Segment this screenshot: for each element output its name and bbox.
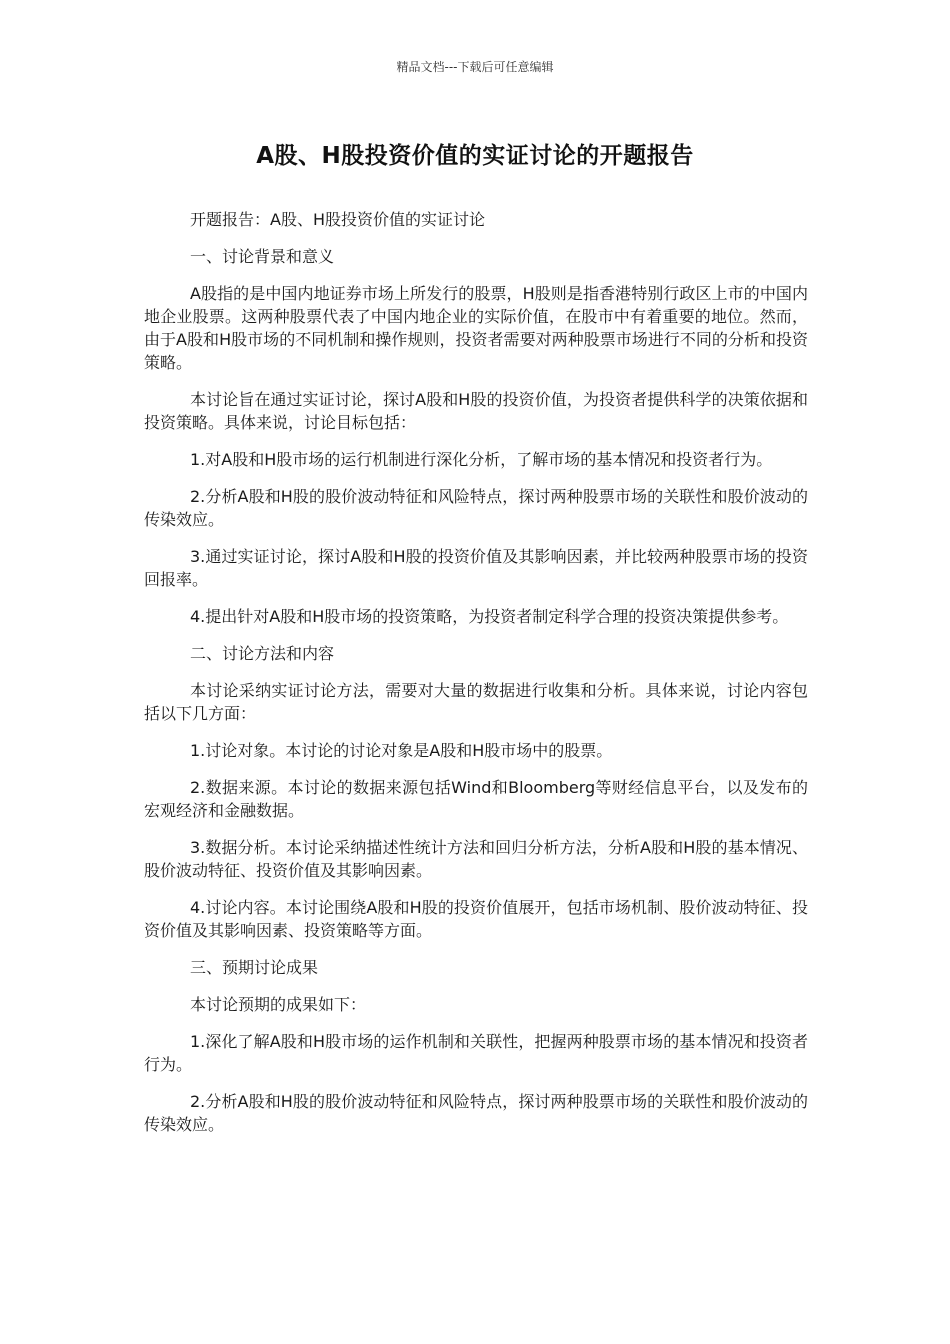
page-header: 精品文档---下载后可任意编辑 <box>396 60 554 74</box>
section-heading-2: 二、讨论方法和内容 <box>190 644 335 663</box>
paragraph: 本讨论采纳实证讨论方法，需要对大量的数据进行收集和分析。具体来说，讨论内容包括以下几方面： <box>144 681 808 723</box>
section-heading-1: 一、讨论背景和意义 <box>190 247 335 266</box>
paragraph-intro: 开题报告：A股、H股投资价值的实证讨论 <box>190 210 485 229</box>
list-item: 3.通过实证讨论，探讨A股和H股的投资价值及其影响因素，并比较两种股票市场的投资回报率。 <box>144 547 808 589</box>
list-item: 1.对A股和H股市场的运行机制进行深化分析，了解市场的基本情况和投资者行为。 <box>190 450 773 469</box>
list-item: 2.分析A股和H股的股价波动特征和风险特点，探讨两种股票市场的关联性和股价波动的传染效应。 <box>144 487 808 529</box>
list-item: 4.提出针对A股和H股市场的投资策略，为投资者制定科学合理的投资决策提供参考。 <box>190 607 789 626</box>
document-title: A股、H股投资价值的实证讨论的开题报告 <box>256 143 694 169</box>
paragraph: 本讨论旨在通过实证讨论，探讨A股和H股的投资价值，为投资者提供科学的决策依据和投资策略。具体来说，讨论目标包括： <box>144 390 808 432</box>
list-item: 1.深化了解A股和H股市场的运作机制和关联性，把握两种股票市场的基本情况和投资者行为。 <box>144 1032 808 1074</box>
list-item: 3.数据分析。本讨论采纳描述性统计方法和回归分析方法，分析A股和H股的基本情况、股价波动特征、投资价值及其影响因素。 <box>144 838 808 880</box>
list-item: 2.分析A股和H股的股价波动特征和风险特点，探讨两种股票市场的关联性和股价波动的传染效应。 <box>144 1092 808 1134</box>
list-item: 2.数据来源。本讨论的数据来源包括Wind和Bloomberg等财经信息平台，以及发布的宏观经济和金融数据。 <box>144 778 808 820</box>
paragraph: A股指的是中国内地证券市场上所发行的股票，H股则是指香港特别行政区上市的中国内地企业股票。这两种股票代表了中国内地企业的实际价值，在股市中有着重要的地位。然而，由于A股和H股市场的不同机制和操作规则，投资者需要对两种股票市场进行不同的分析和投资策略。 <box>144 284 808 372</box>
list-item: 1.讨论对象。本讨论的讨论对象是A股和H股市场中的股票。 <box>190 741 613 760</box>
list-item: 4.讨论内容。本讨论围绕A股和H股的投资价值展开，包括市场机制、股价波动特征、投资价值及其影响因素、投资策略等方面。 <box>144 898 808 940</box>
section-heading-3: 三、预期讨论成果 <box>190 958 319 977</box>
document-body <box>144 208 808 1150</box>
paragraph: 本讨论预期的成果如下： <box>190 995 367 1014</box>
